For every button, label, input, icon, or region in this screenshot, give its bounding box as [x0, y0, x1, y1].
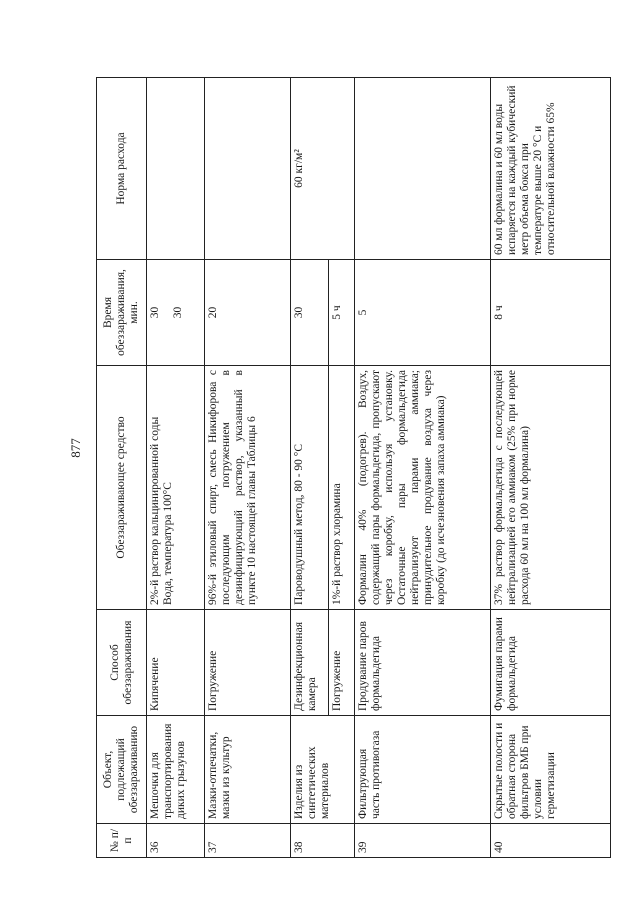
header-time: Время обеззараживания, мин. — [97, 260, 147, 366]
row-method: Продувание паров формальдегида — [355, 610, 491, 716]
row-method: Погружение — [205, 610, 291, 716]
row-num: 37 — [205, 824, 291, 858]
row-agent-1: 2%-й раствор кальцинированной соды — [149, 416, 161, 605]
row-time-2: 30 — [172, 306, 184, 319]
table-row — [355, 78, 491, 858]
row-object: Скрытые полости и обратная сторона фильтров БМБ при условии герметизации — [491, 716, 611, 824]
row-norm: 60 кг/м² — [291, 78, 355, 260]
row-agent: 37% раствор формальдегида с последующей нейтрализацией его аммиаком (25% при норме расхода 60 мл на 100 мл формалина) — [491, 366, 611, 610]
disinfection-table — [96, 77, 611, 858]
row-agent — [147, 366, 205, 610]
row-agent-2: 1%-й раствор хлорамина — [329, 366, 355, 610]
row-num: 36 — [147, 824, 205, 858]
row-method-1: Дезинфекционная камера — [291, 610, 329, 716]
row-object: Мешочки для транспортирования диких грызунов — [147, 716, 205, 824]
row-norm — [355, 78, 491, 260]
row-time: 8 ч — [491, 260, 611, 366]
header-method: Способ обеззараживания — [97, 610, 147, 716]
row-norm — [147, 78, 205, 260]
row-time: 5 — [355, 260, 491, 366]
page-number: 877 — [68, 438, 83, 458]
row-time: 20 — [205, 260, 291, 366]
row-time-2: 5 ч — [329, 260, 355, 366]
table-row — [147, 78, 205, 858]
row-object: Фильтрующая часть противогаза — [355, 716, 491, 824]
row-time-1: 30 — [291, 260, 329, 366]
header-norm: Норма расхода — [97, 78, 147, 260]
row-agent-1: Пароводушный метод, 80 - 90 °С — [291, 366, 329, 610]
row-object: Изделия из синтетических материалов — [291, 716, 355, 824]
disinfection-table-rotated — [96, 78, 610, 858]
header-object: Объект, подлежащий обеззараживанию — [97, 716, 147, 824]
row-method: Кипячение — [147, 610, 205, 716]
row-method-2: Погружение — [329, 610, 355, 716]
table-row — [291, 78, 329, 858]
row-object: Мазки-отпечатки, мазки из культур — [205, 716, 291, 824]
header-num: № п/п — [97, 824, 147, 858]
table-row — [205, 78, 291, 858]
row-time-1: 30 — [149, 306, 161, 319]
row-time — [147, 260, 205, 366]
row-norm: 60 мл формалина и 60 мл воды испаряется на каждый кубический метр объема бокса при температуре выше 20 °С и относительной влажности 65% — [491, 78, 611, 260]
row-num: 39 — [355, 824, 491, 858]
row-num: 40 — [491, 824, 611, 858]
row-agent: Формалин 40% (подогрев). Воздух, содержащий пары формальдегида, пропускают через коробку, используя установку. Остаточные пары формальдегида нейтрализуют парами аммиака; принудительное продувание воздуха через коробку (до исчезновения запаха аммиака) — [355, 366, 491, 610]
row-method: Фумигация парами формальдегида — [491, 610, 611, 716]
row-agent: 96%-й этиловый спирт, смесь Никифорова с последующим погружением в дезинфицирующий раствор, указанный в пункте 10 настоящей главы Таблицы 6 — [205, 366, 291, 610]
table-row — [491, 78, 611, 858]
header-agent: Обеззараживающее средство — [97, 366, 147, 610]
table-header-row — [97, 78, 147, 858]
row-num: 38 — [291, 824, 355, 858]
row-norm — [205, 78, 291, 260]
row-agent-2: Вода, температура 100°С — [162, 482, 174, 605]
